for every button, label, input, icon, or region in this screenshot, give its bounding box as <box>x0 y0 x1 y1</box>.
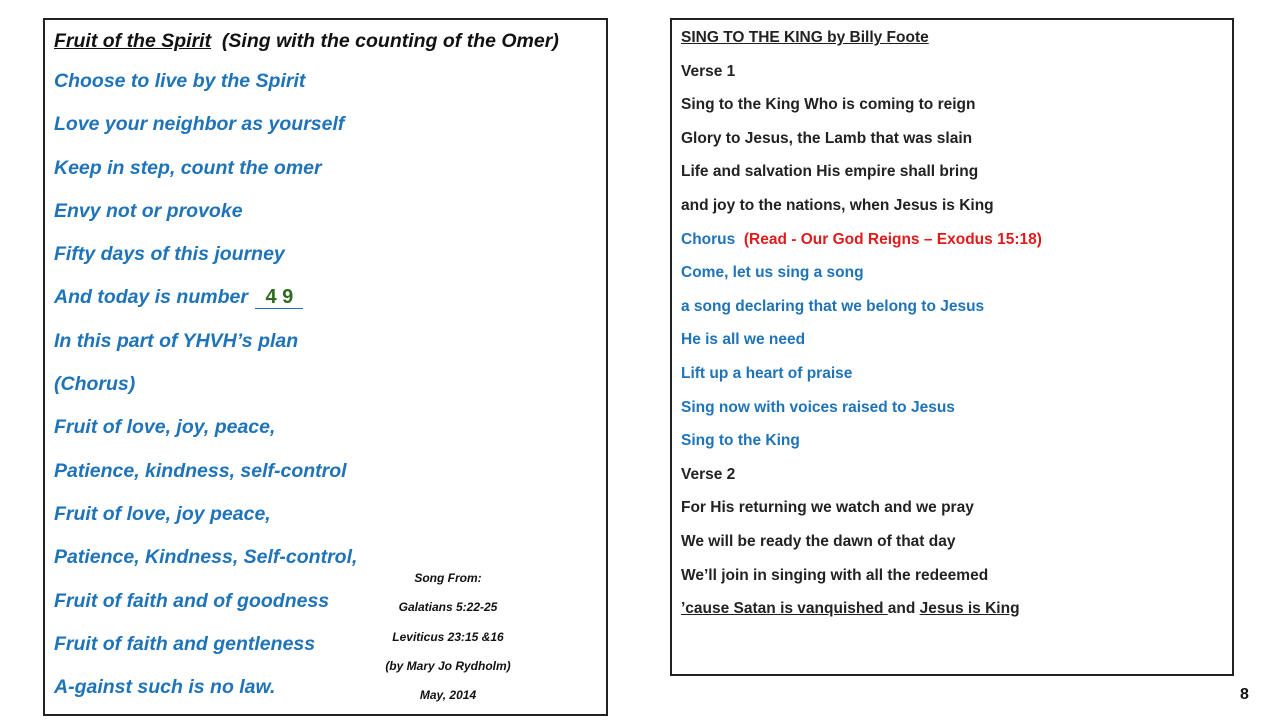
lyric-line: Choose to live by the Spirit <box>54 70 306 92</box>
lyric-line: Fruit of love, joy, peace, <box>54 416 276 439</box>
source-line: May, 2014 <box>419 688 477 703</box>
lyric-line: Sing to the King Who is coming to reign <box>681 96 976 114</box>
lyric-line: Fruit of love, joy peace, <box>54 502 271 525</box>
lyric-line: Love your neighbor as yourself <box>54 113 345 136</box>
lyric-line-today <box>54 279 357 322</box>
chorus-label: Chorus <box>681 230 736 248</box>
chorus-note: (Read - Our God Reigns – Exodus 15:18) <box>743 230 1042 248</box>
lyric-line: Glory to Jesus, the Lamb that was slain <box>681 129 973 147</box>
final-part-1: ’cause Satan is vanquished <box>681 600 888 618</box>
lyric-line: Lift up a heart of praise <box>681 364 853 382</box>
song-title-main: Fruit of the Spirit <box>54 30 212 52</box>
lyric-line: He is all we need <box>681 331 806 349</box>
song-title <box>54 30 559 53</box>
final-part-2: and <box>887 600 920 618</box>
lyric-line: A-gainst such is no law. <box>54 676 276 699</box>
verse-label: Verse 2 <box>681 465 736 483</box>
omer-day-number: 4 9 <box>255 286 303 309</box>
page-number: 8 <box>1240 686 1249 703</box>
lyric-line: Fruit of faith and of goodness <box>54 589 330 612</box>
lyric-line: We’ll join in singing with all the redeemed <box>681 566 989 584</box>
lyrics-list <box>54 63 357 712</box>
lyric-line: Patience, Kindness, Self-control, <box>54 546 358 569</box>
source-line: Galatians 5:22-25 <box>398 600 498 615</box>
source-line: Leviticus 23:15 &16 <box>392 629 504 644</box>
song-source <box>363 568 533 714</box>
source-line: (by Mary Jo Rydholm) <box>385 658 511 673</box>
sing-to-the-king-panel <box>670 18 1234 676</box>
lyric-line: For His returning we watch and we pray <box>681 499 974 517</box>
lyric-line: In this part of YHVH’s plan <box>54 329 299 352</box>
song-title: SING TO THE KING by Billy Foote <box>681 29 929 46</box>
lyric-line: Come, let us sing a song <box>681 264 864 282</box>
lyric-line: a song declaring that we belong to Jesus <box>681 297 985 315</box>
lyric-line: Life and salvation His empire shall bring <box>681 163 979 181</box>
lyric-line: Sing to the King <box>681 432 800 450</box>
fruit-of-spirit-panel <box>43 18 608 716</box>
lyric-line: Sing now with voices raised to Jesus <box>681 398 955 416</box>
lyric-line: We will be ready the dawn of that day <box>681 532 956 550</box>
source-line: Song From: <box>414 571 482 585</box>
lyric-line: (Chorus) <box>54 373 136 396</box>
today-label: And today is number <box>54 286 248 309</box>
song-subtitle: (Sing with the counting of the Omer) <box>221 30 559 52</box>
chorus-heading <box>681 228 1042 262</box>
lyric-line: Fifty days of this journey <box>54 243 285 266</box>
verse-label: Verse 1 <box>681 62 736 80</box>
lyric-line-final <box>681 597 1042 631</box>
lyric-line: Keep in step, count the omer <box>54 156 322 179</box>
lyric-line: Patience, kindness, self-control <box>54 459 347 482</box>
final-part-3: Jesus is King <box>919 600 1020 618</box>
lyric-line: Fruit of faith and gentleness <box>54 632 316 655</box>
lyric-line: and joy to the nations, when Jesus is King <box>681 196 994 214</box>
lyric-line: Envy not or provoke <box>54 199 243 222</box>
lyrics-list <box>681 26 1042 631</box>
